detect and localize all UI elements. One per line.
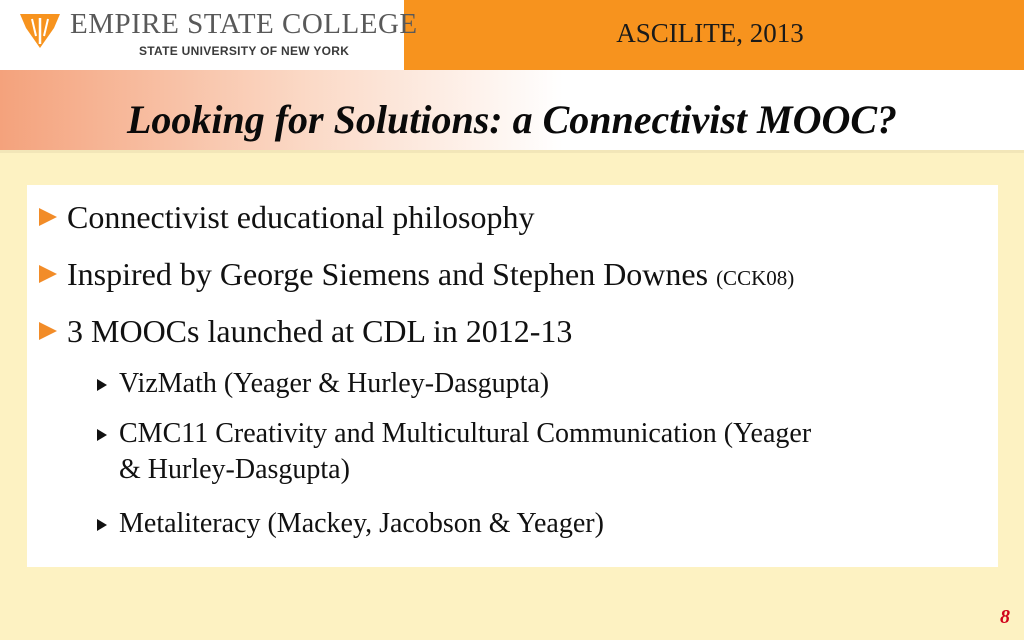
bullet-arrow-icon — [39, 265, 57, 283]
sub-bullet-triangle-icon — [97, 379, 107, 391]
logo — [0, 0, 418, 70]
bullet-arrow-icon — [39, 322, 57, 340]
bullet-3 — [39, 313, 572, 350]
logo-name: EMPIRE STATE COLLEGE — [70, 8, 418, 40]
slide-header — [0, 0, 1024, 70]
conference-label: ASCILITE, 2013 — [616, 18, 804, 48]
bullet-arrow-icon — [39, 208, 57, 226]
bullet-text: 3 MOOCs launched at CDL in 2012-13 — [67, 313, 573, 349]
bullet-text: Inspired by George Siemens and Stephen Downes — [67, 256, 717, 292]
sub-bullet-triangle-icon — [97, 519, 107, 531]
bullet-text: Connectivist educational philosophy — [67, 199, 535, 235]
content-box — [27, 185, 998, 567]
sub-bullet-triangle-icon — [97, 429, 107, 441]
sub-bullet-text: CMC11 Creativity and Multicultural Communication (Yeager — [119, 418, 812, 449]
bullet-1 — [39, 199, 534, 236]
page-number: 8 — [1000, 606, 1010, 628]
sub-bullet-text: Metaliteracy (Mackey, Jacobson & Yeager) — [119, 508, 604, 539]
slide-title: Looking for Solutions: a Connectivist MOOC? — [126, 97, 898, 142]
sub-bullet-text-continued: & Hurley-Dasgupta) — [119, 454, 350, 485]
bullet-note: (CCK08) — [716, 266, 795, 290]
bullet-2 — [39, 256, 794, 293]
torch-logo-icon — [18, 10, 62, 50]
sub-bullet-text: VizMath (Yeager & Hurley-Dasgupta) — [119, 368, 550, 399]
logo-subtitle: STATE UNIVERSITY OF NEW YORK — [139, 44, 350, 58]
